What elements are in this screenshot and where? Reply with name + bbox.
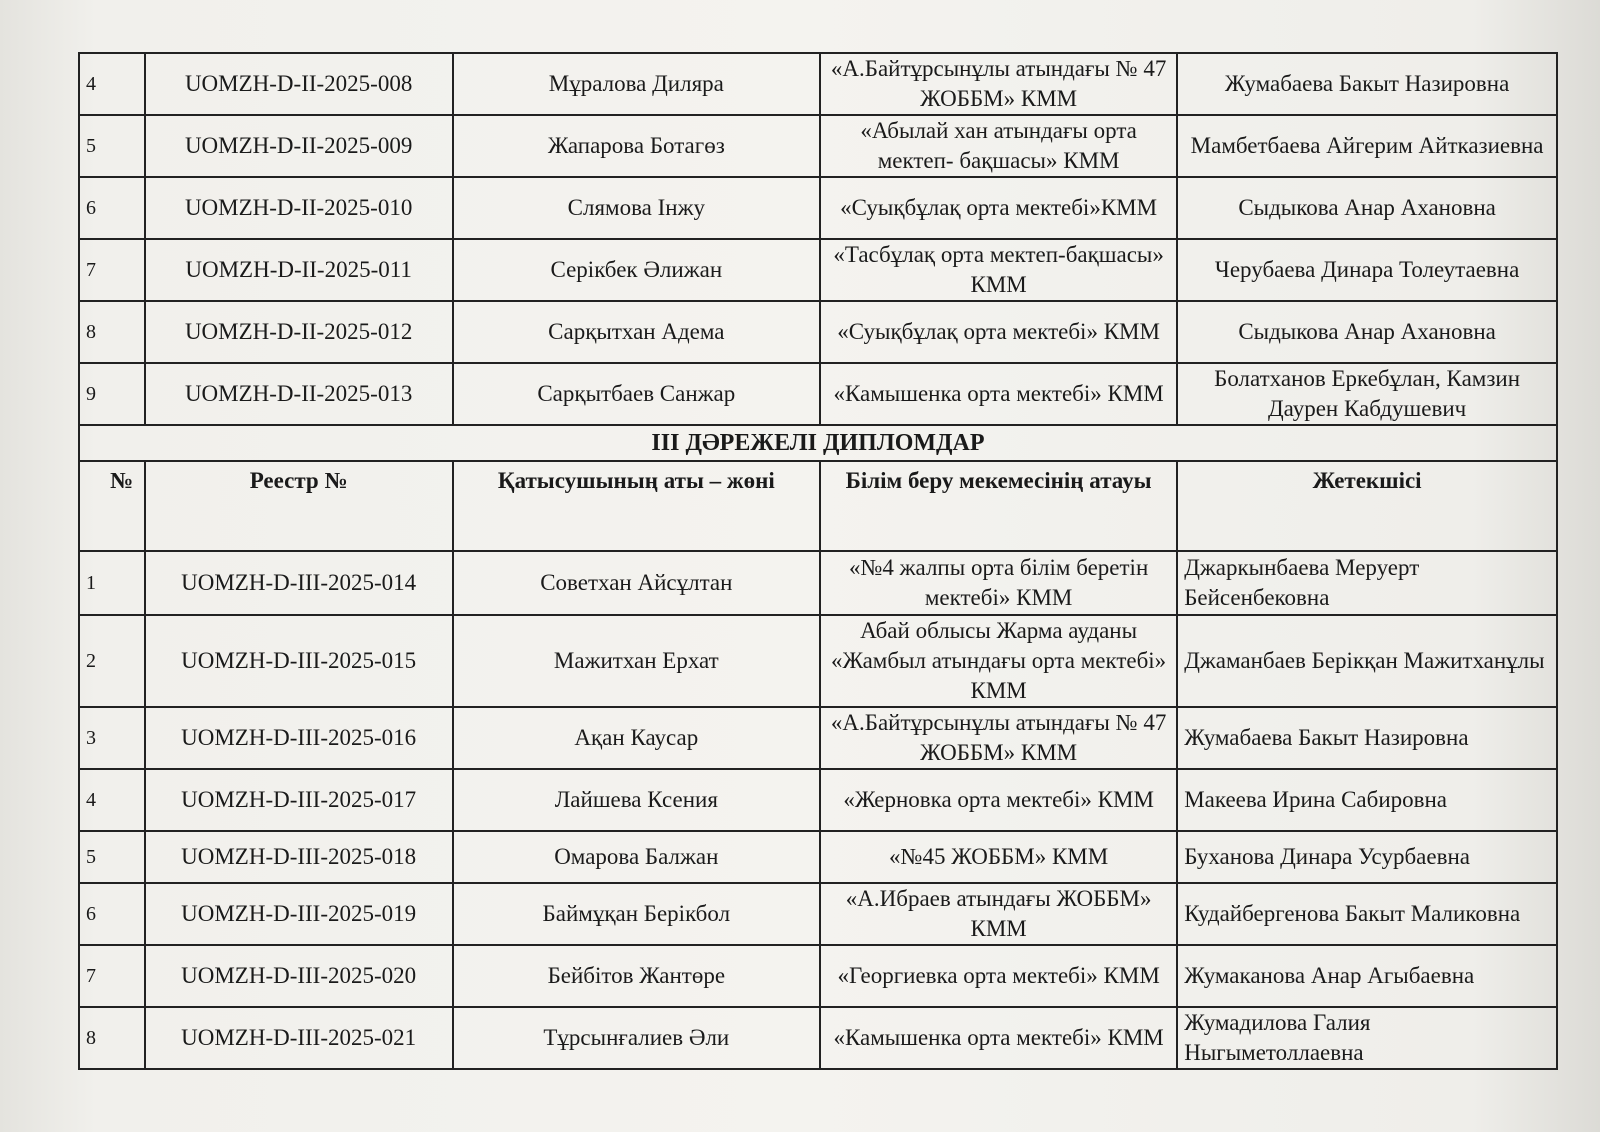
table-row: [79, 707, 1557, 769]
row-number: 2: [79, 615, 145, 707]
institution-name: «Суықбұлақ орта мектебі»КММ: [820, 177, 1177, 239]
row-number: 9: [79, 363, 145, 425]
registry-number: UOMZH-D-III-2025-019: [145, 883, 453, 945]
registry-number: UOMZH-D-II-2025-012: [145, 301, 453, 363]
column-header-participant: Қатысушының аты – жөні: [453, 461, 820, 551]
row-number: 3: [79, 707, 145, 769]
column-header-number: №: [79, 461, 145, 551]
institution-name: «Камышенка орта мектебі» КММ: [820, 363, 1177, 425]
institution-name: «№4 жалпы орта білім беретін мектебі» КММ: [820, 551, 1177, 615]
participant-name: Лайшева Ксения: [453, 769, 820, 831]
row-number: 6: [79, 883, 145, 945]
table-row: [79, 1007, 1557, 1069]
section-title: III ДӘРЕЖЕЛІ ДИПЛОМДАР: [79, 425, 1557, 461]
supervisor-name: Джаркынбаева Меруерт Бейсенбековна: [1177, 551, 1557, 615]
supervisor-name: Жумаканова Анар Агыбаевна: [1177, 945, 1557, 1007]
table-row: [79, 551, 1557, 615]
table-row: [79, 769, 1557, 831]
table-row: [79, 115, 1557, 177]
column-header-supervisor: Жетекшісі: [1177, 461, 1557, 551]
participant-name: Тұрсынғалиев Әли: [453, 1007, 820, 1069]
row-number: 1: [79, 551, 145, 615]
institution-name: «А.Байтұрсынұлы атындағы № 47 ЖОББМ» КММ: [820, 53, 1177, 115]
row-number: 4: [79, 53, 145, 115]
participant-name: Мұралова Диляра: [453, 53, 820, 115]
supervisor-name: Жумабаева Бакыт Назировна: [1177, 707, 1557, 769]
section-heading-row: [79, 425, 1557, 461]
institution-name: «Суықбұлақ орта мектебі» КММ: [820, 301, 1177, 363]
row-number: 7: [79, 239, 145, 301]
supervisor-name: Сыдыкова Анар Ахановна: [1177, 177, 1557, 239]
registry-number: UOMZH-D-III-2025-018: [145, 831, 453, 883]
institution-name: «№45 ЖОББМ» КММ: [820, 831, 1177, 883]
row-number: 6: [79, 177, 145, 239]
registry-number: UOMZH-D-III-2025-017: [145, 769, 453, 831]
registry-number: UOMZH-D-III-2025-014: [145, 551, 453, 615]
row-number: 8: [79, 301, 145, 363]
table-row: [79, 615, 1557, 707]
table-row: [79, 53, 1557, 115]
supervisor-name: Мамбетбаева Айгерим Айтказиевна: [1177, 115, 1557, 177]
participant-name: Слямова Інжу: [453, 177, 820, 239]
institution-name: «Камышенка орта мектебі» КММ: [820, 1007, 1177, 1069]
participant-name: Бейбітов Жантөре: [453, 945, 820, 1007]
table-row: [79, 177, 1557, 239]
registry-number: UOMZH-D-II-2025-011: [145, 239, 453, 301]
table-row: [79, 239, 1557, 301]
institution-name: Абай облысы Жарма ауданы «Жамбыл атындағы орта мектебі» КММ: [820, 615, 1177, 707]
row-number: 4: [79, 769, 145, 831]
registry-number: UOMZH-D-III-2025-015: [145, 615, 453, 707]
column-header-institution: Білім беру мекемесінің атауы: [820, 461, 1177, 551]
column-header-row: [79, 461, 1557, 551]
supervisor-name: Джаманбаев Берікқан Мажитханұлы: [1177, 615, 1557, 707]
row-number: 5: [79, 831, 145, 883]
participant-name: Сарқытхан Адема: [453, 301, 820, 363]
institution-name: «Абылай хан атындағы орта мектеп- бақшасы» КММ: [820, 115, 1177, 177]
diploma-registry-table: [78, 52, 1558, 1070]
institution-name: «А.Ибраев атындағы ЖОББМ» КММ: [820, 883, 1177, 945]
participant-name: Мажитхан Ерхат: [453, 615, 820, 707]
institution-name: «А.Байтұрсынұлы атындағы № 47 ЖОББМ» КММ: [820, 707, 1177, 769]
table-row: [79, 945, 1557, 1007]
table-row: [79, 831, 1557, 883]
table-row: [79, 363, 1557, 425]
supervisor-name: Буханова Динара Усурбаевна: [1177, 831, 1557, 883]
registry-number: UOMZH-D-II-2025-009: [145, 115, 453, 177]
registry-number: UOMZH-D-III-2025-020: [145, 945, 453, 1007]
registry-number: UOMZH-D-II-2025-010: [145, 177, 453, 239]
institution-name: «Жерновка орта мектебі» КММ: [820, 769, 1177, 831]
institution-name: «Тасбұлақ орта мектеп-бақшасы» КММ: [820, 239, 1177, 301]
supervisor-name: Жумабаева Бакыт Назировна: [1177, 53, 1557, 115]
participant-name: Ақан Каусар: [453, 707, 820, 769]
participant-name: Жапарова Ботагөз: [453, 115, 820, 177]
row-number: 7: [79, 945, 145, 1007]
row-number: 5: [79, 115, 145, 177]
participant-name: Серікбек Әлижан: [453, 239, 820, 301]
registry-number: UOMZH-D-III-2025-016: [145, 707, 453, 769]
institution-name: «Георгиевка орта мектебі» КММ: [820, 945, 1177, 1007]
supervisor-name: Черубаева Динара Толеутаевна: [1177, 239, 1557, 301]
table-row: [79, 883, 1557, 945]
table-row: [79, 301, 1557, 363]
participant-name: Баймұқан Берікбол: [453, 883, 820, 945]
supervisor-name: Кудайбергенова Бакыт Маликовна: [1177, 883, 1557, 945]
supervisor-name: Жумадилова Галия Ныгыметоллаевна: [1177, 1007, 1557, 1069]
registry-number: UOMZH-D-II-2025-013: [145, 363, 453, 425]
participant-name: Сарқытбаев Санжар: [453, 363, 820, 425]
participant-name: Омарова Балжан: [453, 831, 820, 883]
row-number: 8: [79, 1007, 145, 1069]
supervisor-name: Сыдыкова Анар Ахановна: [1177, 301, 1557, 363]
supervisor-name: Болатханов Еркебұлан, Камзин Даурен Кабдушевич: [1177, 363, 1557, 425]
registry-number: UOMZH-D-III-2025-021: [145, 1007, 453, 1069]
supervisor-name: Макеева Ирина Сабировна: [1177, 769, 1557, 831]
participant-name: Советхан Айсұлтан: [453, 551, 820, 615]
column-header-registry: Реестр №: [145, 461, 453, 551]
registry-number: UOMZH-D-II-2025-008: [145, 53, 453, 115]
